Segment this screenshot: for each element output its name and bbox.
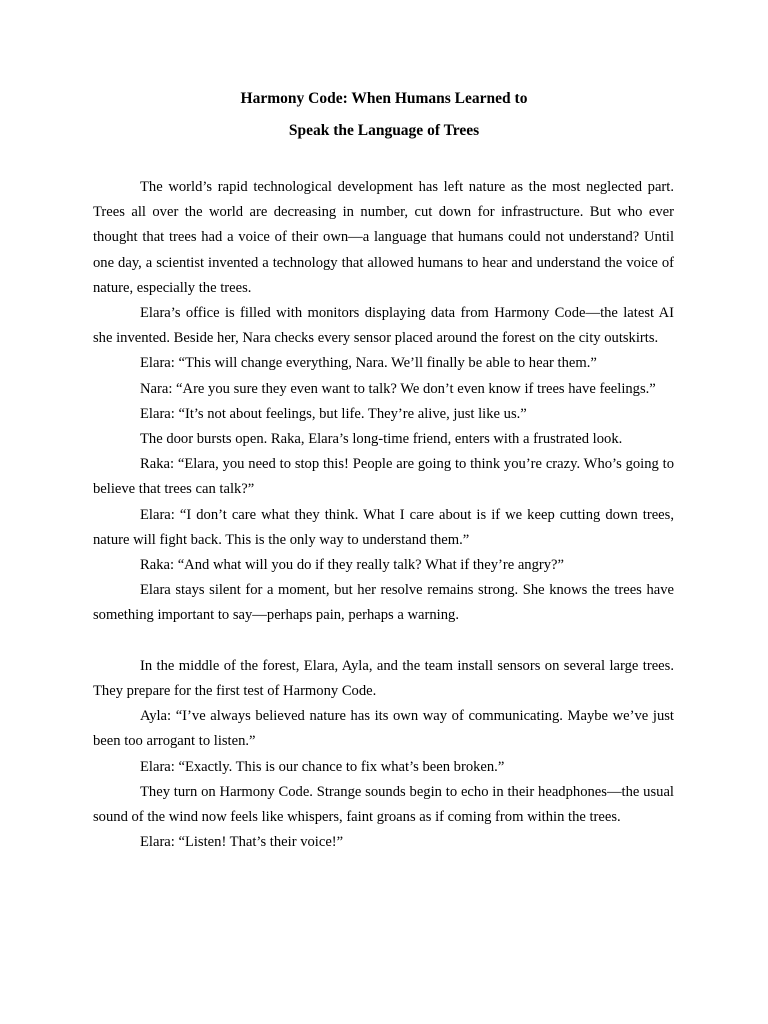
document-body [93,175,674,855]
document-title-line-1: Harmony Code: When Humans Learned to [240,90,528,107]
paragraph: Elara’s office is filled with monitors displaying data from Harmony Code—the latest AI she invented. Beside her, Nara checks every sensor placed around the forest on the city outskirts. [93,305,674,347]
paragraph: Elara: “This will change everything, Nara. We’ll finally be able to hear them.” [140,355,597,372]
paragraph: The door bursts open. Raka, Elara’s long-time friend, enters with a frustrated look. [140,431,623,448]
paragraph: In the middle of the forest, Elara, Ayla, and the team install sensors on several large trees. They prepare for the first test of Harmony Code. [93,657,674,700]
paragraph: Raka: “And what will you do if they really talk? What if they’re angry?” [140,557,565,574]
paragraph: The world’s rapid technological development has left nature as the most neglected part. Trees all over the world are decreasing in number, cut down for infrastructure. But who ever thought that trees had a voice of their own—a language that humans could not understand? Until one day, a scientist invented a technology that allowed humans to hear and understand the voice of nature, especially the trees. [93,179,674,296]
section-break [93,629,674,654]
paragraph: Elara: “Listen! That’s their voice!” [140,834,344,851]
paragraph: Elara: “Exactly. This is our chance to fix what’s been broken.” [140,758,505,775]
document-title-line-2: Speak the Language of Trees [288,122,480,139]
paragraph: They turn on Harmony Code. Strange sounds begin to echo in their headphones—the usual sound of the wind now feels like whispers, faint groans as if coming from within the trees. [93,783,674,826]
paragraph: Elara: “It’s not about feelings, but life. They’re alive, just like us.” [140,405,527,422]
paragraph: Elara stays silent for a moment, but her resolve remains strong. She knows the trees have something important to say—perhaps pain, perhaps a warning. [93,582,674,624]
paragraph: Elara: “I don’t care what they think. What I care about is if we keep cutting down trees, nature will fight back. This is the only way to understand them.” [93,506,674,548]
paragraph: Raka: “Elara, you need to stop this! People are going to think you’re crazy. Who’s going to believe that trees can talk?” [93,456,674,498]
paragraph: Ayla: “I’ve always believed nature has its own way of communicating. Maybe we’ve just been too arrogant to listen.” [93,708,674,750]
paragraph: Nara: “Are you sure they even want to talk? We don’t even know if trees have feelings.” [140,380,656,397]
